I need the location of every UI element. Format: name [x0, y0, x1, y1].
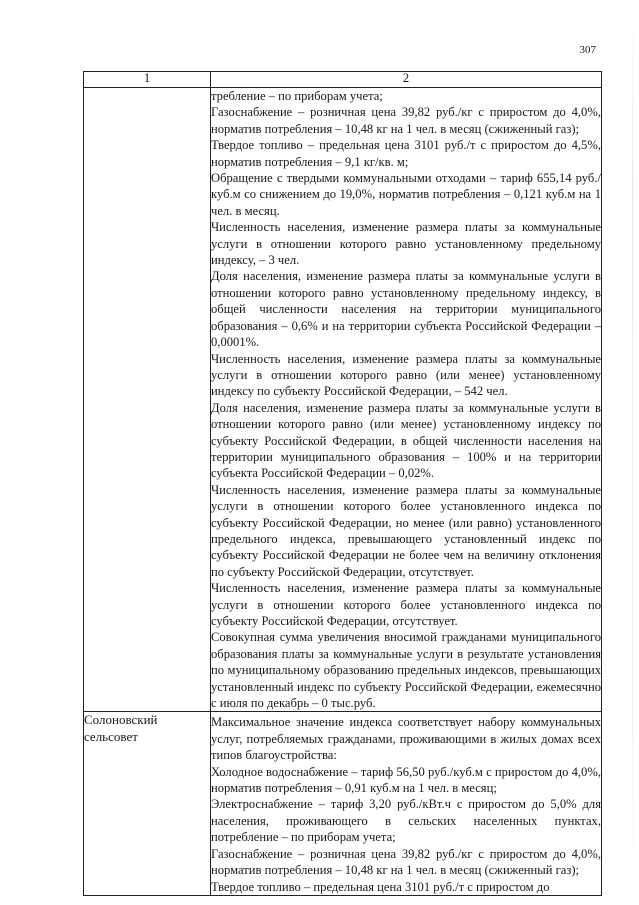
table-row: [84, 712, 602, 895]
paragraph: Численность населения, изменение размера платы за коммунальные услуги в отношении которого более установленного индекса по субъекту Российской Федерации, отсутствует.: [211, 581, 601, 628]
column-header-1: 1: [84, 72, 211, 88]
paragraph: Газоснабжение – розничная цена 39,82 руб./кг с приростом до 4,0%, норматив потребления – 10,48 кг на 1 чел. в месяц (сжиженный газ);: [211, 846, 601, 878]
paragraph: Холодное водоснабжение – тариф 56,50 руб./куб.м с приростом до 4,0%, норматив потребления – 0,91 куб.м на 1 чел. в месяц;: [211, 764, 601, 796]
paragraph: Доля населения, изменение размера платы за коммунальные услуги в отношении которого равно (или менее) установленному индексу по субъекту Российской Федерации, в общей численности населения на территории муниципального образования – 100% и на территории субъекта Российской Федерации – 0,02%.: [211, 400, 601, 481]
document-table: [83, 71, 602, 896]
paragraph: требление – по приборам учета;: [211, 89, 383, 103]
paragraph: Доля населения, изменение размера платы за коммунальные услуги в отношении которого равно установленному предельному индексу, в общей численности населения на территории муниципального образования – 0,6% и на территории субъекта Российской Федерации – 0,0001%.: [211, 269, 601, 350]
page-number: 307: [579, 44, 596, 56]
column-header-2: 2: [211, 72, 602, 88]
paragraph: Электроснабжение – тариф 3,20 руб./кВт.ч с приростом до 5,0% для населения, проживающего в сельских населенных пунктах, потребление – по приборам учета;: [211, 797, 601, 845]
paragraph: Твердое топливо – предельная цена 3101 руб./т с приростом до 4,5%, норматив потребления – 9,1 кг/кв. м;: [211, 138, 601, 169]
scan-edge-shadow: [632, 0, 633, 905]
paragraph: Численность населения, изменение размера платы за коммунальные услуги в отношении которого более установленного индекса по субъекту Российской Федерации, но менее (или равно) установленного предельного индекса, превышающего установленный индекс по субъекту Российской Федерации не более чем на величину отклонения по субъекту Российской Федерации, отсутствует.: [211, 482, 601, 579]
indicator-cell: [211, 88, 602, 712]
paragraph: Обращение с твердыми коммунальными отходами – тариф 655,14 руб./куб.м со снижением до 19,0%, норматив потребления – 0,121 куб.м на 1 чел. в месяц.: [211, 171, 601, 218]
paragraph: Численность населения, изменение размера платы за коммунальные услуги в отношении которого равно (или менее) установленному индексу по субъекту Российской Федерации, – 542 чел.: [211, 351, 601, 399]
paragraph: Твердое топливо – предельная цена 3101 руб./т с приростом до: [211, 879, 550, 894]
table-row: [84, 88, 602, 712]
paragraph: Численность населения, изменение размера платы за коммунальные услуги в отношении которого равно установленному предельному индексу, – 3 чел.: [211, 220, 601, 268]
paragraph: Газоснабжение – розничная цена 39,82 руб./кг с приростом до 4,0%, норматив потребления – 10,48 кг на 1 чел. в месяц (сжиженный газ);: [211, 105, 601, 136]
paragraph: Совокупная сумма увеличения вносимой гражданами муниципального образования платы за коммунальные услуги в результате установления по муниципальному образованию предельных индексов, превышающих установленный индекс по субъекту Российской Федерации, ежемесячно с июля по декабрь – 0 тыс.руб.: [211, 630, 601, 711]
paragraph: Максимальное значение индекса соответствует набору коммунальных услуг, потребляемых гражданами, проживающими в жилых домах всех типов благоустройства:: [211, 715, 601, 763]
municipality-cell: [84, 88, 211, 712]
indicator-cell: [211, 712, 602, 895]
municipality-cell: Солоновский сельсовет: [84, 712, 211, 895]
table-header-row: [84, 72, 602, 88]
